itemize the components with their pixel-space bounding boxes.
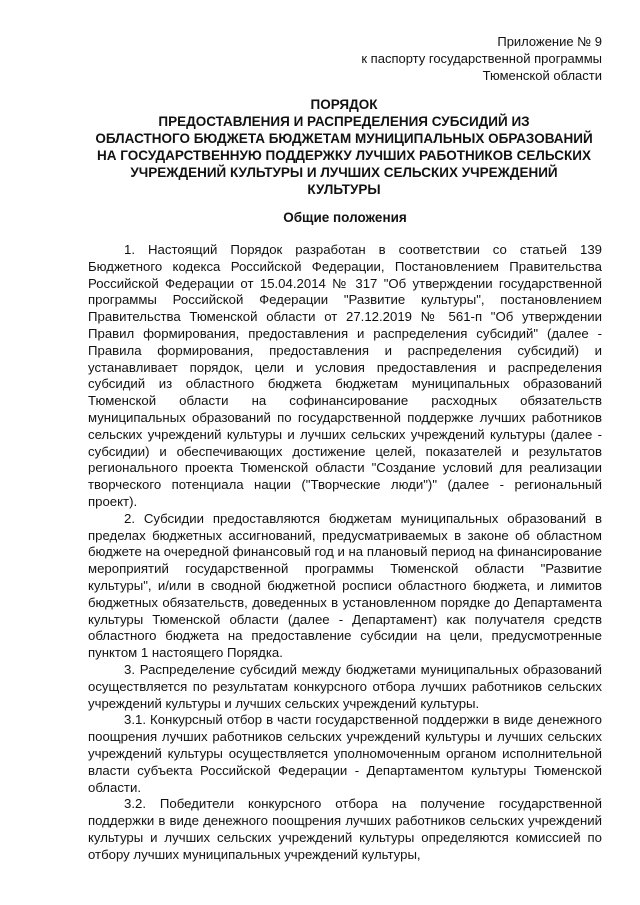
document-body <box>88 242 602 863</box>
paragraph: 3.2. Победители конкурсного отбора на получение государственной поддержки в виде денежного поощрения лучших работников сельских учреждений культуры и лучших сельских учреждений культуры определяются комиссией по отбору лучших муниципальных учреждений культуры, <box>88 796 602 862</box>
title-line-2: ПРЕДОСТАВЛЕНИЯ И РАСПРЕДЕЛЕНИЯ СУБСИДИЙ ИЗ <box>158 114 530 129</box>
paragraph: 3.1. Конкурсный отбор в части государственной поддержки в виде денежного поощрения лучших работников сельских учреждений культуры и лучших сельских учреждений культуры осуществляется уполномоченным органом исполнительной власти субъекта Российской Федерации - Департаментом культуры Тюменской области. <box>88 712 602 795</box>
title-line-5: УЧРЕЖДЕНИЙ КУЛЬТУРЫ И ЛУЧШИХ СЕЛЬСКИХ УЧРЕЖДЕНИЙ <box>130 165 558 180</box>
appendix-line-1: Приложение № 9 <box>497 34 602 49</box>
title-line-4: НА ГОСУДАРСТВЕННУЮ ПОДДЕРЖКУ ЛУЧШИХ РАБОТНИКОВ СЕЛЬСКИХ <box>97 148 591 163</box>
document-title <box>78 96 610 198</box>
paragraph: 1. Настоящий Порядок разработан в соответствии со статьей 139 Бюджетного кодекса Российской Федерации, Постановлением Правительства Российской Федерации от 15.04.2014 № 317 "Об утверждении государственной программы Российской Федерации "Развитие культуры", постановлением Правительства Тюменской области от 27.12.2019 № 561-п "Об утверждении Правил формирования, предоставления и распределения субсидий" (далее - Правила формирования, предоставления и распределения субсидий) и устанавливает порядок, цели и условия предоставления и распределения субсидий из областного бюджета бюджетам муниципальных образований Тюменской области на софинансирование расходных обязательств муниципальных образований по государственной поддержке лучших работников сельских учреждений культуры и лучших сельских учреждений культуры (далее - субсидии) и обеспечивающих достижение целей, показателей и результатов регионального проекта Тюменской области "Создание условий для реализации творческого потенциала нации ("Творческие люди")" (далее - региональный проект). <box>88 242 602 509</box>
title-line-3: ОБЛАСТНОГО БЮДЖЕТА БЮДЖЕТАМ МУНИЦИПАЛЬНЫХ ОБРАЗОВАНИЙ <box>95 131 593 146</box>
title-line-1: ПОРЯДОК <box>310 97 378 112</box>
paragraph: 2. Субсидии предоставляются бюджетам муниципальных образований в пределах бюджетных ассигнований, предусматриваемых в законе об областном бюджете на очередной финансовый год и на плановый период на финансирование мероприятий государственной программы Тюменской области "Развитие культуры", и/или в сводной бюджетной росписи областного бюджета, и лимитов бюджетных обязательств, доведенных в установленном порядке до Департамента культуры Тюменской области (далее - Департамент) как получателя средств областного бюджета на предоставление субсидии на цели, предусмотренные пунктом 1 настоящего Порядка. <box>88 510 602 661</box>
section-heading: Общие положения <box>283 210 407 225</box>
appendix-line-2: к паспорту государственной программы <box>361 51 602 66</box>
appendix-line-3: Тюменской области <box>482 68 602 83</box>
paragraph: 3. Распределение субсидий между бюджетами муниципальных образований осуществляется по результатам конкурсного отбора лучших работников сельских учреждений культуры и лучших сельских учреждений культуры. <box>88 661 602 711</box>
title-line-6: КУЛЬТУРЫ <box>307 182 381 197</box>
appendix-note <box>361 33 602 84</box>
